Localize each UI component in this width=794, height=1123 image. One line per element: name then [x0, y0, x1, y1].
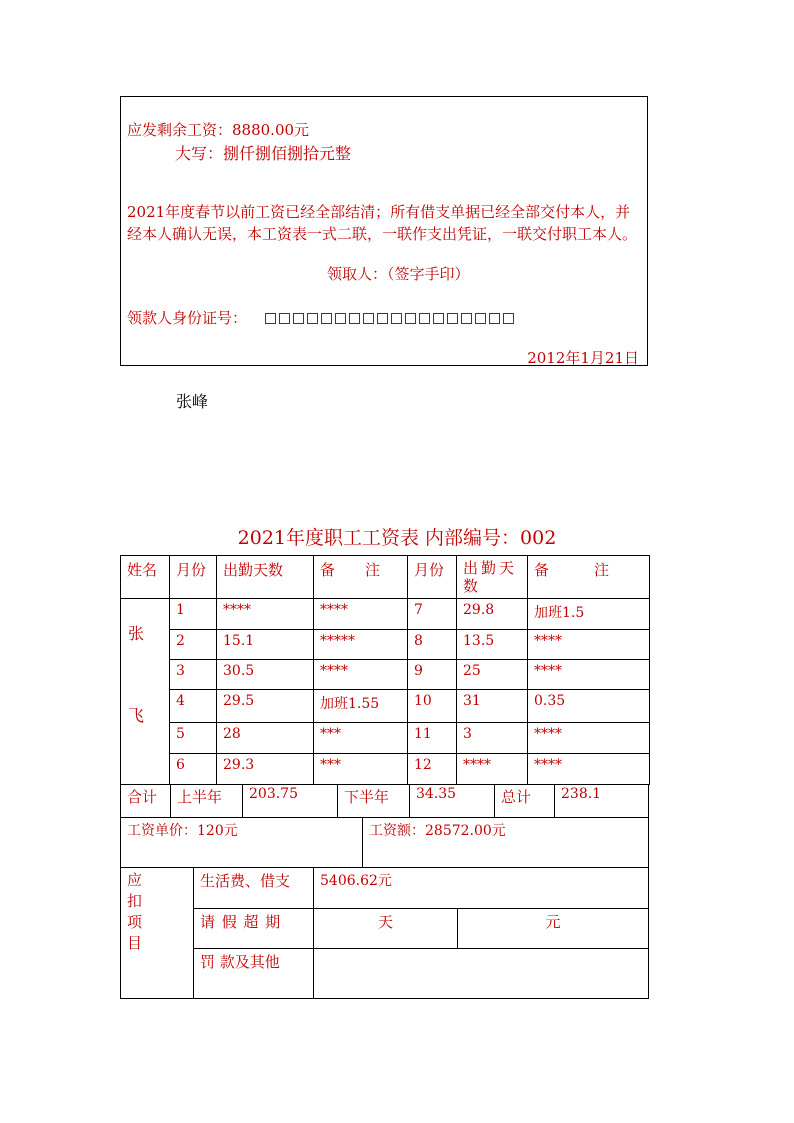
id-digit-box	[391, 313, 402, 324]
header-name: 姓名	[121, 556, 170, 599]
wage-unit-price: 工资单价：120元	[127, 823, 238, 839]
table-cell-m1: 3	[170, 660, 217, 690]
id-digit-box	[377, 313, 388, 324]
table-row	[121, 690, 650, 723]
header-attendance: 出勤天数	[457, 556, 528, 599]
table-cell-d1: ****	[217, 599, 314, 630]
table-cell-n2: 加班1.5	[528, 599, 650, 630]
table-row	[121, 599, 650, 630]
receipt-date: 2012年1月21日	[527, 349, 639, 367]
table-row	[121, 723, 650, 754]
header-remarks: 备 注	[528, 556, 650, 599]
leave-yuan-unit: 元	[458, 909, 648, 949]
id-digit-box	[489, 313, 500, 324]
table-cell-d2: 25	[457, 660, 528, 690]
table-cell-n2: ****	[528, 660, 650, 690]
table-cell-n2: 0.35	[528, 690, 650, 723]
id-digit-box	[433, 313, 444, 324]
total-label: 总计	[494, 785, 554, 817]
table-cell-d2: 31	[457, 690, 528, 723]
table-cell-n1: 加班1.55	[314, 690, 408, 723]
fines-value	[314, 949, 648, 998]
deductions-label-char: 目	[127, 934, 143, 952]
fines-label: 罚 款及其他	[194, 949, 314, 998]
leave-overdue-label: 请 假 超 期	[194, 909, 314, 949]
id-digit-box	[405, 313, 416, 324]
id-number-label: 领款人身份证号：	[127, 309, 248, 327]
id-digit-box	[503, 313, 514, 324]
settlement-statement: 2021年度春节以前工资已经全部结清；所有借支单据已经全部交付本人，并经本人确认无误，本工资表一式二联，一联作支出凭证，一联交付职工本人。	[127, 203, 638, 243]
deductions-block	[120, 868, 649, 999]
id-digit-box	[307, 313, 318, 324]
wage-row	[120, 818, 649, 868]
salary-table-title: 2021年度职工工资表 内部编号：002	[237, 527, 557, 549]
id-digit-box	[265, 313, 276, 324]
deductions-label	[121, 868, 194, 998]
living-expense-label: 生活费、借支	[194, 868, 314, 909]
table-header-row	[121, 556, 650, 599]
table-cell-n1: *****	[314, 630, 408, 660]
id-digit-box	[447, 313, 458, 324]
table-cell-d1: 28	[217, 723, 314, 754]
id-digit-box	[335, 313, 346, 324]
table-cell-n1: ****	[314, 660, 408, 690]
table-cell-m2: 10	[408, 690, 457, 723]
deductions-label-char: 应	[127, 871, 143, 889]
table-cell-d1: 30.5	[217, 660, 314, 690]
salary-table	[120, 555, 650, 785]
table-cell-n2: ****	[528, 630, 650, 660]
table-cell-m2: 9	[408, 660, 457, 690]
table-cell-n2: ****	[528, 723, 650, 754]
table-cell-m1: 4	[170, 690, 217, 723]
remaining-wage-text: 应发剩余工资：8880.00元	[127, 121, 310, 139]
table-cell-n2: ****	[528, 754, 650, 785]
header-month: 月份	[408, 556, 457, 599]
deductions-label-char: 项	[127, 913, 143, 931]
table-cell-m2: 11	[408, 723, 457, 754]
employee-name-char: 张	[128, 624, 145, 643]
employee-name-char: 飞	[128, 706, 145, 725]
second-half-label: 下半年	[337, 785, 409, 817]
table-cell-m1: 1	[170, 599, 217, 630]
table-cell-d2: 3	[457, 723, 528, 754]
total-value: 238.1	[554, 785, 649, 817]
signature-name: 张峰	[176, 392, 209, 411]
header-attendance: 出勤天数	[217, 556, 314, 599]
living-expense-value: 5406.62元	[314, 868, 648, 909]
recipient-signature-label: 领取人：（签字手印）	[327, 265, 470, 283]
table-cell-n1: ***	[314, 754, 408, 785]
wage-amount: 工资额：28572.00元	[362, 818, 649, 867]
header-remarks: 备 注	[314, 556, 408, 599]
leave-days-unit: 天	[314, 909, 458, 949]
id-digit-box	[279, 313, 290, 324]
table-row	[121, 754, 650, 785]
first-half-label: 上半年	[170, 785, 242, 817]
table-cell-d2: ****	[457, 754, 528, 785]
table-cell-d1: 15.1	[217, 630, 314, 660]
table-cell-n1: ***	[314, 723, 408, 754]
id-digit-box	[321, 313, 332, 324]
table-cell-m2: 12	[408, 754, 457, 785]
employee-name-cell	[121, 599, 170, 785]
table-cell-n1: ****	[314, 599, 408, 630]
id-digit-box	[349, 313, 360, 324]
wage-receipt-box	[120, 96, 648, 366]
first-half-value: 203.75	[242, 785, 337, 817]
capital-amount-text: 大写：捌仟捌佰捌拾元整	[175, 144, 352, 163]
id-digit-box	[461, 313, 472, 324]
id-digit-box	[419, 313, 430, 324]
table-cell-m2: 8	[408, 630, 457, 660]
table-cell-d2: 13.5	[457, 630, 528, 660]
second-half-value: 34.35	[409, 785, 494, 817]
table-cell-d2: 29.8	[457, 599, 528, 630]
table-cell-m2: 7	[408, 599, 457, 630]
table-cell-d1: 29.5	[217, 690, 314, 723]
id-digit-box	[363, 313, 374, 324]
table-cell-d1: 29.3	[217, 754, 314, 785]
totals-row	[120, 785, 649, 818]
table-row	[121, 630, 650, 660]
id-digit-box	[475, 313, 486, 324]
id-number-boxes	[265, 309, 517, 327]
table-cell-m1: 5	[170, 723, 217, 754]
deductions-label-char: 扣	[127, 892, 143, 910]
table-cell-m1: 6	[170, 754, 217, 785]
header-month: 月份	[170, 556, 217, 599]
table-row	[121, 660, 650, 690]
table-cell-m1: 2	[170, 630, 217, 660]
totals-label: 合计	[127, 788, 158, 806]
id-digit-box	[293, 313, 304, 324]
